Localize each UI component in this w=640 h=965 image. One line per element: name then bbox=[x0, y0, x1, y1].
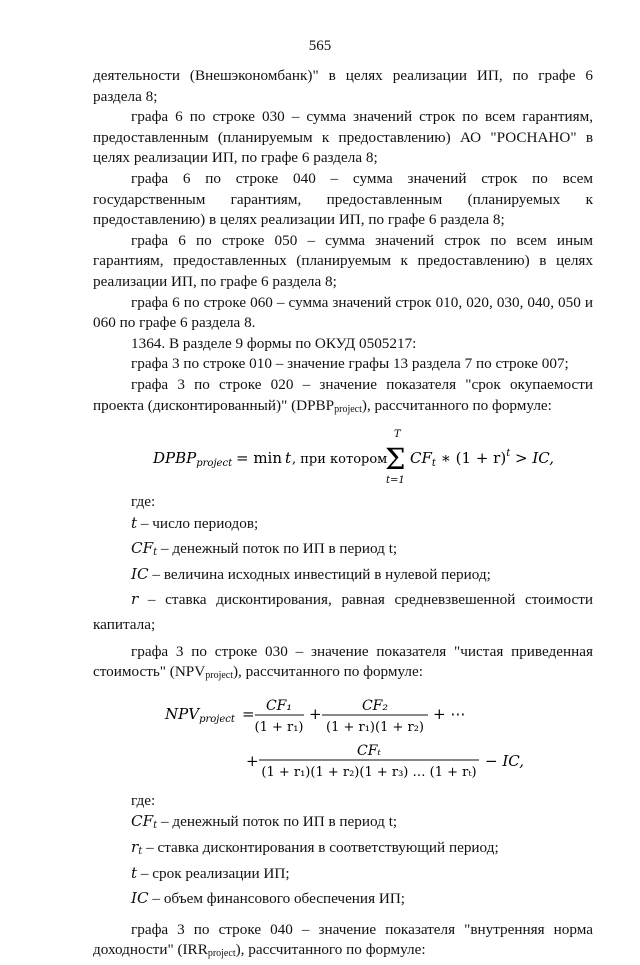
formula-dpbp-svg bbox=[93, 428, 593, 486]
fraction3-numerator: CFₜ bbox=[357, 742, 381, 759]
where-label: где: bbox=[131, 493, 156, 511]
paragraph: графа 6 по строке 060 – сумма значений строк 010, 020, 030, 040, 050 и 060 по графе 6 раздела 8. bbox=[93, 293, 593, 332]
formula-dpbp bbox=[93, 428, 593, 486]
paragraph: графа 6 по строке 040 – сумма значений строк по всем государственным гарантиям, предоставленным (планируемых к предоставлению) в целях реализации ИП, по графе 6 раздела 8; bbox=[93, 169, 593, 229]
sum-lower-limit: t=1 bbox=[386, 475, 405, 487]
fraction1-denominator: (1 + r₁) bbox=[254, 719, 304, 735]
definition-item: t – срок реализации ИП; bbox=[131, 863, 290, 882]
sum-upper-limit: T bbox=[394, 429, 401, 441]
npv-tail: − IC, bbox=[485, 751, 524, 770]
paragraph: графа 3 по строке 010 – значение графы 13 раздела 7 по строке 007; bbox=[131, 355, 569, 373]
plus-sign: + bbox=[309, 704, 322, 723]
definition-item: IC – объем финансового обеспечения ИП; bbox=[131, 889, 406, 908]
dpbp-intro: графа 3 по строке 020 – значение показателя "срок окупаемости проекта (дисконтированный)" $(DPBP_{project})$, рассчитанного по формуле: bbox=[93, 375, 593, 415]
definition-item: t – число периодов; bbox=[131, 513, 259, 532]
where-label: где: bbox=[131, 791, 156, 809]
paragraph: графа 6 по строке 030 – сумма значений строк по всем гарантиям, предоставленным (планируемым к предоставлению) АО "РОСНАНО" в целях реализации ИП, по графе 6 раздела 8; bbox=[93, 108, 593, 167]
page-body bbox=[93, 66, 593, 965]
dpbp-eq: = min bbox=[236, 449, 283, 468]
dpbp-condition: , при котором bbox=[292, 452, 388, 468]
continuation-dots: + ⋯ bbox=[433, 704, 466, 723]
npv-lhs: $NPV_{project}$ bbox=[165, 704, 235, 725]
formula-npv-svg bbox=[93, 693, 593, 785]
formula-npv bbox=[93, 693, 593, 785]
sigma-icon: Σ bbox=[385, 442, 406, 477]
definition-item: $CF_t$ – денежный поток по ИП в период t; bbox=[131, 539, 398, 559]
fraction3-denominator: (1 + r₁)(1 + r₂)(1 + r₃) … (1 + rₜ) bbox=[261, 764, 477, 780]
dpbp-var: t bbox=[285, 449, 292, 468]
definition-item: $CF_t$ – денежный поток по ИП в период t; bbox=[131, 812, 398, 832]
paragraph: деятельности (Внешэкономбанк)" в целях реализации ИП, по графе 6 раздела 8; bbox=[93, 67, 593, 105]
fraction2-numerator: CF₂ bbox=[361, 697, 389, 714]
page-number: 565 bbox=[308, 38, 332, 54]
fraction2-denominator: (1 + r₁)(1 + r₂) bbox=[326, 719, 424, 735]
definition-item: r – ставка дисконтирования, равная средневзвешенной стоимости капитала; bbox=[93, 590, 593, 634]
plus-sign: + bbox=[246, 751, 259, 770]
paragraph: графа 6 по строке 050 – сумма значений строк по всем иным гарантиям, предоставленных (планируемым к предоставлению) в целях реализации ИП, по графе 6 раздела 8; bbox=[93, 231, 593, 290]
dpbp-body: $CF_t$ ∗ $(1 + r)^t$ > IC, bbox=[410, 448, 554, 470]
dpbp-lhs: $DPBP_{project}$ bbox=[153, 449, 233, 470]
definition-item: IC – величина исходных инвестиций в нулевой период; bbox=[131, 564, 491, 583]
npv-intro: графа 3 по строке 030 – значение показателя "чистая приведенная стоимость" $(NPV_{project})$, рассчитанного по формуле: bbox=[93, 642, 593, 682]
npv-eq: = bbox=[242, 704, 255, 723]
section-heading: 1364. В разделе 9 формы по ОКУД 0505217: bbox=[131, 334, 417, 352]
fraction1-numerator: CF₁ bbox=[265, 697, 293, 714]
definition-item: $r_t$ – ставка дисконтирования в соответствующий период; bbox=[131, 838, 499, 858]
irr-intro: графа 3 по строке 040 – значение показателя "внутренняя норма доходности" $(IRR_{project})$, рассчитанного по формуле: bbox=[93, 920, 593, 960]
